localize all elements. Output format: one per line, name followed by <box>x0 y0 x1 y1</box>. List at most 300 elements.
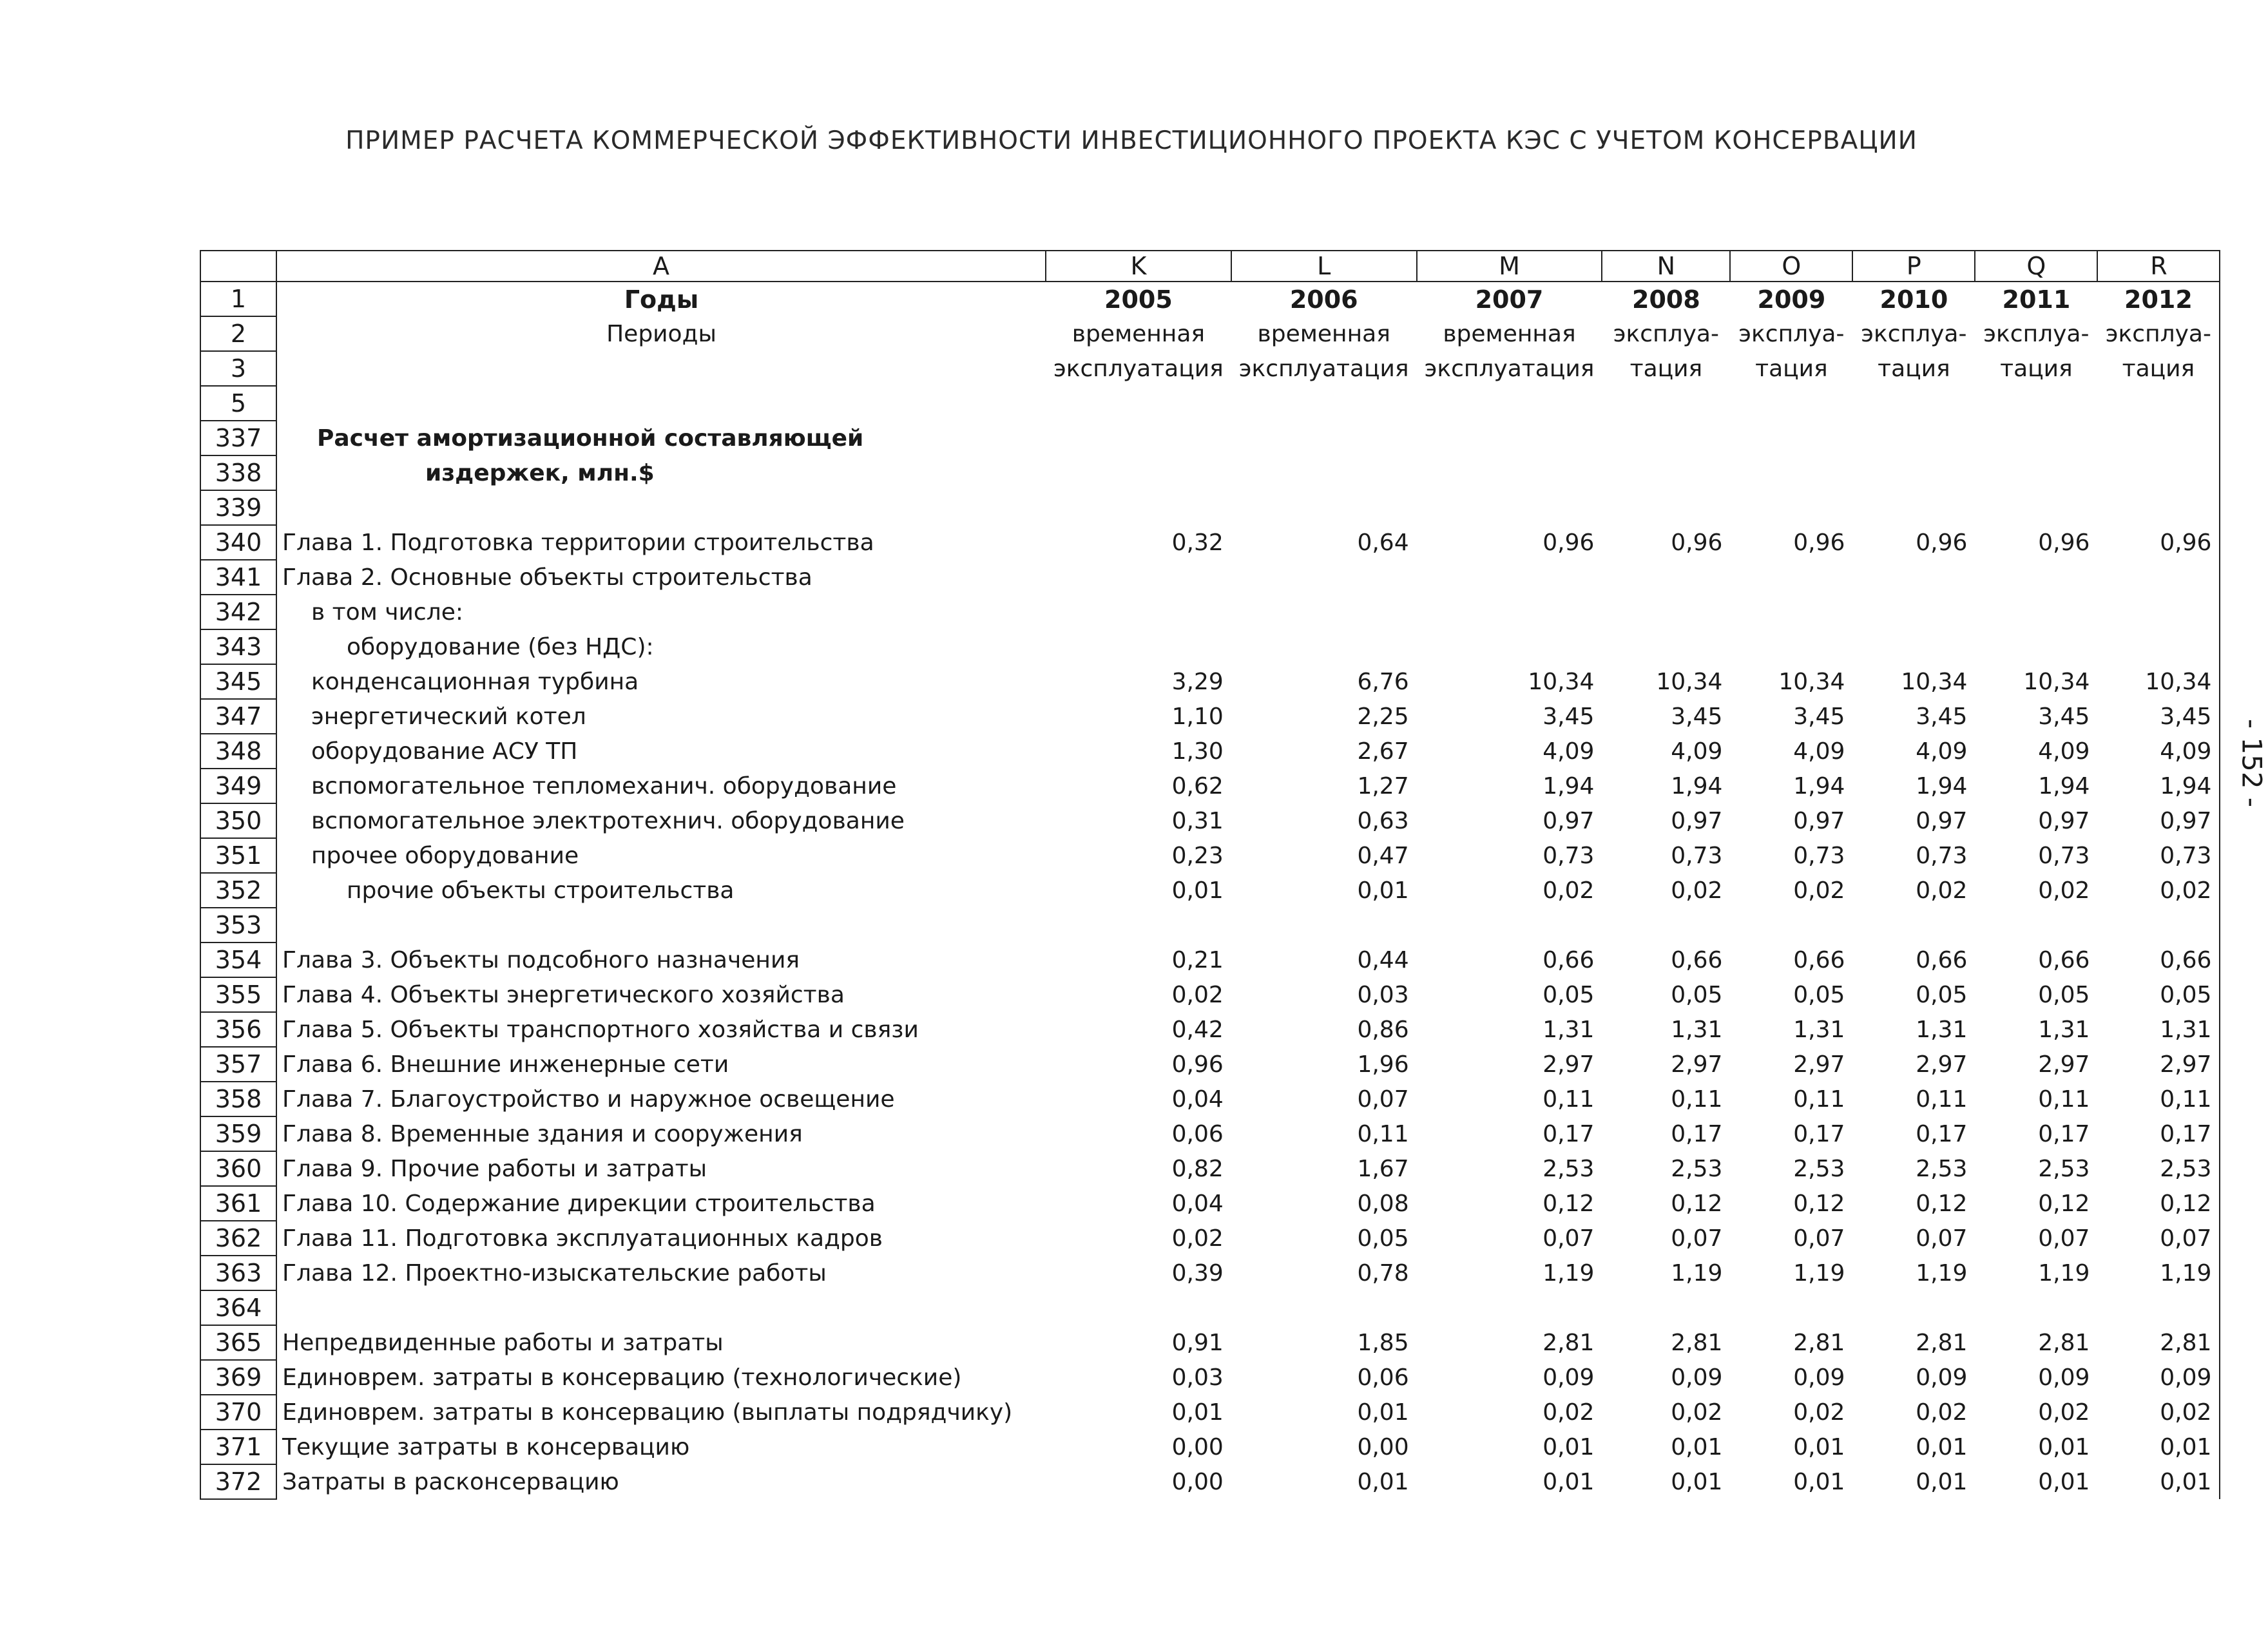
value-cell: 10,34 <box>2145 668 2212 695</box>
value-cell: 0,21 <box>1171 946 1224 973</box>
value-cell: 1,27 <box>1357 772 1409 799</box>
value-cell: 0,82 <box>1171 1155 1224 1182</box>
row-number: 356 <box>200 1012 276 1047</box>
value-cell: 0,01 <box>1671 1433 1723 1460</box>
value-cell: 1,31 <box>2160 1016 2212 1043</box>
year-cell: 2005 <box>1104 285 1173 314</box>
value-cell: 0,23 <box>1171 842 1224 869</box>
value-cell: 0,05 <box>1357 1225 1409 1252</box>
value-cell: 0,12 <box>2160 1190 2212 1217</box>
value-cell: 0,01 <box>1171 1399 1224 1426</box>
period-cell: временная <box>1072 320 1206 347</box>
value-cell <box>1852 908 1975 943</box>
value-cell: 0,02 <box>1542 1399 1595 1426</box>
value-cell: 0,02 <box>2038 1399 2090 1426</box>
value-cell: 0,66 <box>1542 946 1595 973</box>
row-label: Глава 6. Внешние инженерные сети <box>276 1047 1046 1082</box>
value-cell <box>2097 560 2220 595</box>
value-cell: 0,01 <box>1671 1468 1723 1495</box>
value-cell <box>1602 595 1730 629</box>
value-cell: 0,73 <box>1916 842 1968 869</box>
value-cell: 0,00 <box>1171 1468 1224 1495</box>
value-cell: 0,02 <box>1793 1399 1845 1426</box>
value-cell: 3,45 <box>1916 703 1968 730</box>
value-cell: 1,94 <box>2160 772 2212 799</box>
row-label: Текущие затраты в консервацию <box>276 1430 1046 1464</box>
row-label: Единоврем. затраты в консервацию (выплаты подрядчику) <box>276 1395 1046 1430</box>
value-cell: 0,11 <box>2038 1086 2090 1113</box>
value-cell: 2,97 <box>1542 1051 1595 1078</box>
row-number: 345 <box>200 664 276 699</box>
value-cell: 0,02 <box>2038 877 2090 904</box>
value-cell <box>2097 629 2220 664</box>
value-cell: 0,06 <box>1357 1364 1409 1391</box>
row-label: Глава 8. Временные здания и сооружения <box>276 1116 1046 1151</box>
value-cell: 1,31 <box>1793 1016 1845 1043</box>
year-cell: 2012 <box>2124 285 2193 314</box>
year-cell: 2006 <box>1289 285 1358 314</box>
row-number: 369 <box>200 1360 276 1395</box>
row-number: 363 <box>200 1256 276 1290</box>
value-cell: 0,97 <box>1542 807 1595 834</box>
table-row <box>200 699 2220 734</box>
value-cell: 0,96 <box>2160 529 2212 556</box>
row-number: 352 <box>200 873 276 908</box>
column-letter: L <box>1231 251 1417 282</box>
row-label: Глава 11. Подготовка эксплуатационных кадров <box>276 1221 1046 1256</box>
value-cell <box>1417 629 1602 664</box>
table-row <box>200 1047 2220 1082</box>
column-letter: Q <box>1975 251 2097 282</box>
value-cell: 1,31 <box>1671 1016 1723 1043</box>
value-cell: 1,31 <box>1916 1016 1968 1043</box>
row-number: 358 <box>200 1082 276 1116</box>
period-cell: временная <box>1257 320 1390 347</box>
row-number: 359 <box>200 1116 276 1151</box>
period-cell: эксплуа- <box>1613 320 1719 347</box>
value-cell: 0,11 <box>1671 1086 1723 1113</box>
value-cell <box>1730 1290 1852 1325</box>
row-number: 3 <box>200 351 276 386</box>
row-label: прочее оборудование <box>276 838 1046 873</box>
value-cell: 0,11 <box>1357 1120 1409 1147</box>
value-cell: 1,94 <box>1671 772 1723 799</box>
row-label: Глава 7. Благоустройство и наружное освещение <box>276 1082 1046 1116</box>
year-cell: 2011 <box>2002 285 2071 314</box>
value-cell <box>1602 1290 1730 1325</box>
row-label: оборудование АСУ ТП <box>276 734 1046 769</box>
column-letter: R <box>2097 251 2220 282</box>
value-cell: 10,34 <box>1901 668 1968 695</box>
row-label: прочие объекты строительства <box>276 873 1046 908</box>
value-cell: 0,02 <box>1671 877 1723 904</box>
value-cell: 0,05 <box>1916 981 1968 1008</box>
value-cell: 0,66 <box>2160 946 2212 973</box>
value-cell: 2,53 <box>1793 1155 1845 1182</box>
value-cell: 1,94 <box>1542 772 1595 799</box>
value-cell: 0,64 <box>1357 529 1409 556</box>
value-cell <box>1975 595 2097 629</box>
value-cell: 0,01 <box>1171 877 1224 904</box>
table-row <box>200 838 2220 873</box>
value-cell: 2,81 <box>1916 1329 1968 1356</box>
value-cell <box>1975 1290 2097 1325</box>
value-cell: 3,45 <box>1793 703 1845 730</box>
section-title: Расчет амортизационной составляющей <box>276 421 1046 455</box>
value-cell: 0,17 <box>1542 1120 1595 1147</box>
value-cell: 0,06 <box>1171 1120 1224 1147</box>
row-label: Глава 12. Проектно-изыскательские работы <box>276 1256 1046 1290</box>
period-cell: тация <box>2000 355 2073 382</box>
table-row <box>200 1256 2220 1290</box>
spreadsheet-table <box>200 250 2220 1500</box>
value-cell: 0,97 <box>1671 807 1723 834</box>
value-cell: 0,47 <box>1357 842 1409 869</box>
value-cell: 0,05 <box>2038 981 2090 1008</box>
value-cell: 2,53 <box>1671 1155 1723 1182</box>
row-number: 338 <box>200 455 276 490</box>
value-cell: 2,81 <box>1793 1329 1845 1356</box>
blank-row <box>200 490 2220 525</box>
row-label: энергетический котел <box>276 699 1046 734</box>
value-cell: 0,11 <box>1542 1086 1595 1113</box>
value-cell: 0,73 <box>2160 842 2212 869</box>
value-cell <box>1975 908 2097 943</box>
row-number: 371 <box>200 1430 276 1464</box>
value-cell: 0,02 <box>1916 877 1968 904</box>
value-cell: 0,09 <box>2038 1364 2090 1391</box>
value-cell: 0,09 <box>2160 1364 2212 1391</box>
value-cell <box>1852 1290 1975 1325</box>
document-title: ПРИМЕР РАСЧЕТА КОММЕРЧЕСКОЙ ЭФФЕКТИВНОСТИ ИНВЕСТИЦИОННОГО ПРОЕКТА КЭС С УЧЕТОМ КОНСЕРВАЦИИ <box>345 126 1917 155</box>
value-cell <box>1046 560 1231 595</box>
value-cell: 2,97 <box>1793 1051 1845 1078</box>
value-cell <box>1417 1290 1602 1325</box>
column-letter: A <box>276 251 1046 282</box>
value-cell: 0,17 <box>2160 1120 2212 1147</box>
row-number: 350 <box>200 803 276 838</box>
period-cell: тация <box>1629 355 1703 382</box>
value-cell: 0,17 <box>1916 1120 1968 1147</box>
value-cell: 0,04 <box>1171 1190 1224 1217</box>
value-cell: 2,97 <box>2038 1051 2090 1078</box>
value-cell <box>1046 908 1231 943</box>
value-cell <box>1602 560 1730 595</box>
period-cell: временная <box>1443 320 1576 347</box>
label-cell <box>276 351 1046 386</box>
table-row <box>200 1221 2220 1256</box>
periods-row <box>200 316 2220 351</box>
row-number: 349 <box>200 769 276 803</box>
value-cell: 0,17 <box>1671 1120 1723 1147</box>
value-cell: 0,11 <box>1916 1086 1968 1113</box>
value-cell: 0,17 <box>1793 1120 1845 1147</box>
value-cell: 0,02 <box>1171 981 1224 1008</box>
value-cell: 0,66 <box>1916 946 1968 973</box>
value-cell: 0,05 <box>1542 981 1595 1008</box>
value-cell <box>1417 560 1602 595</box>
value-cell: 0,01 <box>1793 1433 1845 1460</box>
value-cell <box>1046 595 1231 629</box>
value-cell: 0,05 <box>2160 981 2212 1008</box>
value-cell: 0,31 <box>1171 807 1224 834</box>
value-cell: 0,78 <box>1357 1259 1409 1287</box>
row-number: 353 <box>200 908 276 943</box>
value-cell <box>1046 629 1231 664</box>
row-number: 348 <box>200 734 276 769</box>
row-number: 351 <box>200 838 276 873</box>
row-number: 1 <box>200 282 276 316</box>
value-cell: 0,02 <box>1542 877 1595 904</box>
value-cell: 1,19 <box>1793 1259 1845 1287</box>
section-title-row <box>200 421 2220 455</box>
value-cell: 3,29 <box>1171 668 1224 695</box>
years-label: Годы <box>276 282 1046 316</box>
year-cell: 2007 <box>1475 285 1544 314</box>
row-label: Глава 5. Объекты транспортного хозяйства и связи <box>276 1012 1046 1047</box>
row-number: 370 <box>200 1395 276 1430</box>
period-cell: тация <box>1878 355 1950 382</box>
year-cell: 2008 <box>1632 285 1700 314</box>
row-number: 5 <box>200 386 276 421</box>
table-row <box>200 769 2220 803</box>
value-cell: 0,12 <box>1542 1190 1595 1217</box>
value-cell: 4,09 <box>1542 738 1595 765</box>
value-cell: 0,09 <box>1793 1364 1845 1391</box>
value-cell: 0,07 <box>1916 1225 1968 1252</box>
value-cell: 1,96 <box>1357 1051 1409 1078</box>
value-cell: 0,86 <box>1357 1016 1409 1043</box>
column-letter: K <box>1046 251 1231 282</box>
period-cell: тация <box>1755 355 1828 382</box>
value-cell: 2,53 <box>2160 1155 2212 1182</box>
value-cell: 0,73 <box>1671 842 1723 869</box>
value-cell: 0,96 <box>1916 529 1968 556</box>
value-cell: 0,32 <box>1171 529 1224 556</box>
row-label: Глава 4. Объекты энергетического хозяйства <box>276 977 1046 1012</box>
value-cell: 2,97 <box>2160 1051 2212 1078</box>
value-cell <box>1417 908 1602 943</box>
blank-row <box>200 386 2220 421</box>
row-label: Глава 9. Прочие работы и затраты <box>276 1151 1046 1186</box>
table-row <box>200 1464 2220 1499</box>
row-number: 360 <box>200 1151 276 1186</box>
value-cell: 1,30 <box>1171 738 1224 765</box>
value-cell: 1,94 <box>1793 772 1845 799</box>
row-number: 340 <box>200 525 276 560</box>
value-cell: 10,34 <box>1656 668 1723 695</box>
value-cell: 0,01 <box>2160 1468 2212 1495</box>
value-cell: 3,45 <box>1542 703 1595 730</box>
value-cell: 10,34 <box>1778 668 1845 695</box>
value-cell: 0,04 <box>1171 1086 1224 1113</box>
value-cell: 0,97 <box>2038 807 2090 834</box>
row-number: 354 <box>200 943 276 977</box>
value-cell: 0,01 <box>1916 1468 1968 1495</box>
row-number: 2 <box>200 316 276 351</box>
value-cell: 0,01 <box>2038 1468 2090 1495</box>
table-row <box>200 1430 2220 1464</box>
table-row <box>200 908 2220 943</box>
value-cell: 2,97 <box>1671 1051 1723 1078</box>
value-cell <box>1231 595 1417 629</box>
table-row <box>200 734 2220 769</box>
row-label: Глава 3. Объекты подсобного назначения <box>276 943 1046 977</box>
value-cell: 4,09 <box>2160 738 2212 765</box>
row-label: Единоврем. затраты в консервацию (технологические) <box>276 1360 1046 1395</box>
table-row <box>200 525 2220 560</box>
value-cell: 0,17 <box>2038 1120 2090 1147</box>
value-cell <box>2097 595 2220 629</box>
value-cell: 0,96 <box>1793 529 1845 556</box>
row-number: 362 <box>200 1221 276 1256</box>
row-number: 342 <box>200 595 276 629</box>
value-cell <box>1602 629 1730 664</box>
value-cell: 2,53 <box>1916 1155 1968 1182</box>
value-cell: 2,53 <box>1542 1155 1595 1182</box>
row-number: 364 <box>200 1290 276 1325</box>
row-label: в том числе: <box>276 595 1046 629</box>
value-cell <box>1730 908 1852 943</box>
table-row <box>200 1290 2220 1325</box>
value-cell: 0,42 <box>1171 1016 1224 1043</box>
value-cell: 0,09 <box>1542 1364 1595 1391</box>
value-cell: 0,66 <box>1793 946 1845 973</box>
value-cell: 0,05 <box>1793 981 1845 1008</box>
value-cell: 0,01 <box>1916 1433 1968 1460</box>
value-cell: 0,02 <box>2160 1399 2212 1426</box>
period-cell: эксплуа- <box>1861 320 1967 347</box>
value-cell: 0,02 <box>1671 1399 1723 1426</box>
row-number: 343 <box>200 629 276 664</box>
row-label: Непредвиденные работы и затраты <box>276 1325 1046 1360</box>
value-cell: 1,94 <box>2038 772 2090 799</box>
row-label: Глава 2. Основные объекты строительства <box>276 560 1046 595</box>
period-cell: эксплуатация <box>1053 355 1224 382</box>
value-cell: 0,62 <box>1171 772 1224 799</box>
value-cell: 0,01 <box>1357 1399 1409 1426</box>
value-cell: 0,01 <box>1793 1468 1845 1495</box>
period-cell: эксплуа- <box>1738 320 1845 347</box>
value-cell: 0,07 <box>1357 1086 1409 1113</box>
table-row <box>200 803 2220 838</box>
value-cell <box>1852 595 1975 629</box>
value-cell: 0,02 <box>1171 1225 1224 1252</box>
value-cell <box>1730 595 1852 629</box>
value-cell <box>1975 560 2097 595</box>
value-cell: 0,66 <box>2038 946 2090 973</box>
value-cell: 2,67 <box>1357 738 1409 765</box>
value-cell: 0,12 <box>1793 1190 1845 1217</box>
value-cell: 0,07 <box>1542 1225 1595 1252</box>
period-cell: эксплуатация <box>1238 355 1409 382</box>
value-cell: 2,97 <box>1916 1051 1968 1078</box>
page-number: - 152 - <box>2236 718 2268 808</box>
row-number: 372 <box>200 1464 276 1499</box>
value-cell: 0,39 <box>1171 1259 1224 1287</box>
value-cell: 0,11 <box>2160 1086 2212 1113</box>
value-cell: 2,53 <box>2038 1155 2090 1182</box>
value-cell: 0,01 <box>1542 1468 1595 1495</box>
value-cell: 2,81 <box>2160 1329 2212 1356</box>
row-number: 365 <box>200 1325 276 1360</box>
value-cell <box>1417 595 1602 629</box>
table-row <box>200 1325 2220 1360</box>
value-cell: 0,02 <box>1916 1399 1968 1426</box>
row-number: 355 <box>200 977 276 1012</box>
value-cell <box>1602 908 1730 943</box>
value-cell: 0,73 <box>2038 842 2090 869</box>
table-row <box>200 1116 2220 1151</box>
value-cell: 0,97 <box>2160 807 2212 834</box>
column-letter: O <box>1730 251 1852 282</box>
row-label <box>276 1290 1046 1325</box>
table-row <box>200 595 2220 629</box>
section-subtitle: издержек, млн.$ <box>276 455 1046 490</box>
value-cell: 0,02 <box>1793 877 1845 904</box>
value-cell: 6,76 <box>1357 668 1409 695</box>
value-cell: 10,34 <box>2023 668 2090 695</box>
row-number: 339 <box>200 490 276 525</box>
value-cell: 0,66 <box>1671 946 1723 973</box>
value-cell <box>1730 629 1852 664</box>
value-cell: 3,45 <box>2038 703 2090 730</box>
value-cell: 1,19 <box>1916 1259 1968 1287</box>
value-cell: 0,96 <box>2038 529 2090 556</box>
value-cell: 1,94 <box>1916 772 1968 799</box>
value-cell: 1,19 <box>1542 1259 1595 1287</box>
corner-cell <box>200 251 276 282</box>
value-cell: 0,07 <box>2038 1225 2090 1252</box>
value-cell <box>1852 560 1975 595</box>
value-cell: 0,12 <box>2038 1190 2090 1217</box>
value-cell: 1,31 <box>2038 1016 2090 1043</box>
value-cell: 3,45 <box>1671 703 1723 730</box>
value-cell <box>2097 908 2220 943</box>
table-row <box>200 1082 2220 1116</box>
value-cell: 1,85 <box>1357 1329 1409 1356</box>
row-label: оборудование (без НДС): <box>276 629 1046 664</box>
period-cell: эксплуа- <box>2105 320 2211 347</box>
period-cell: эксплуатация <box>1424 355 1595 382</box>
table-row <box>200 977 2220 1012</box>
value-cell: 0,00 <box>1171 1433 1224 1460</box>
value-cell: 0,91 <box>1171 1329 1224 1356</box>
value-cell: 0,12 <box>1916 1190 1968 1217</box>
periods-label: Периоды <box>276 316 1046 351</box>
row-label: Затраты в расконсервацию <box>276 1464 1046 1499</box>
value-cell: 0,09 <box>1916 1364 1968 1391</box>
value-cell: 1,19 <box>2160 1259 2212 1287</box>
value-cell <box>1231 560 1417 595</box>
value-cell: 1,67 <box>1357 1155 1409 1182</box>
row-number: 347 <box>200 699 276 734</box>
year-cell: 2009 <box>1757 285 1826 314</box>
column-letter: N <box>1602 251 1730 282</box>
row-label: Глава 10. Содержание дирекции строительства <box>276 1186 1046 1221</box>
table-row <box>200 664 2220 699</box>
value-cell <box>2097 1290 2220 1325</box>
value-cell: 1,10 <box>1171 703 1224 730</box>
value-cell: 0,01 <box>2160 1433 2212 1460</box>
value-cell: 0,12 <box>1671 1190 1723 1217</box>
value-cell <box>1730 560 1852 595</box>
period-cell: тация <box>2122 355 2195 382</box>
value-cell: 0,03 <box>1171 1364 1224 1391</box>
value-cell: 4,09 <box>1671 738 1723 765</box>
table-row <box>200 1360 2220 1395</box>
row-number: 337 <box>200 421 276 455</box>
